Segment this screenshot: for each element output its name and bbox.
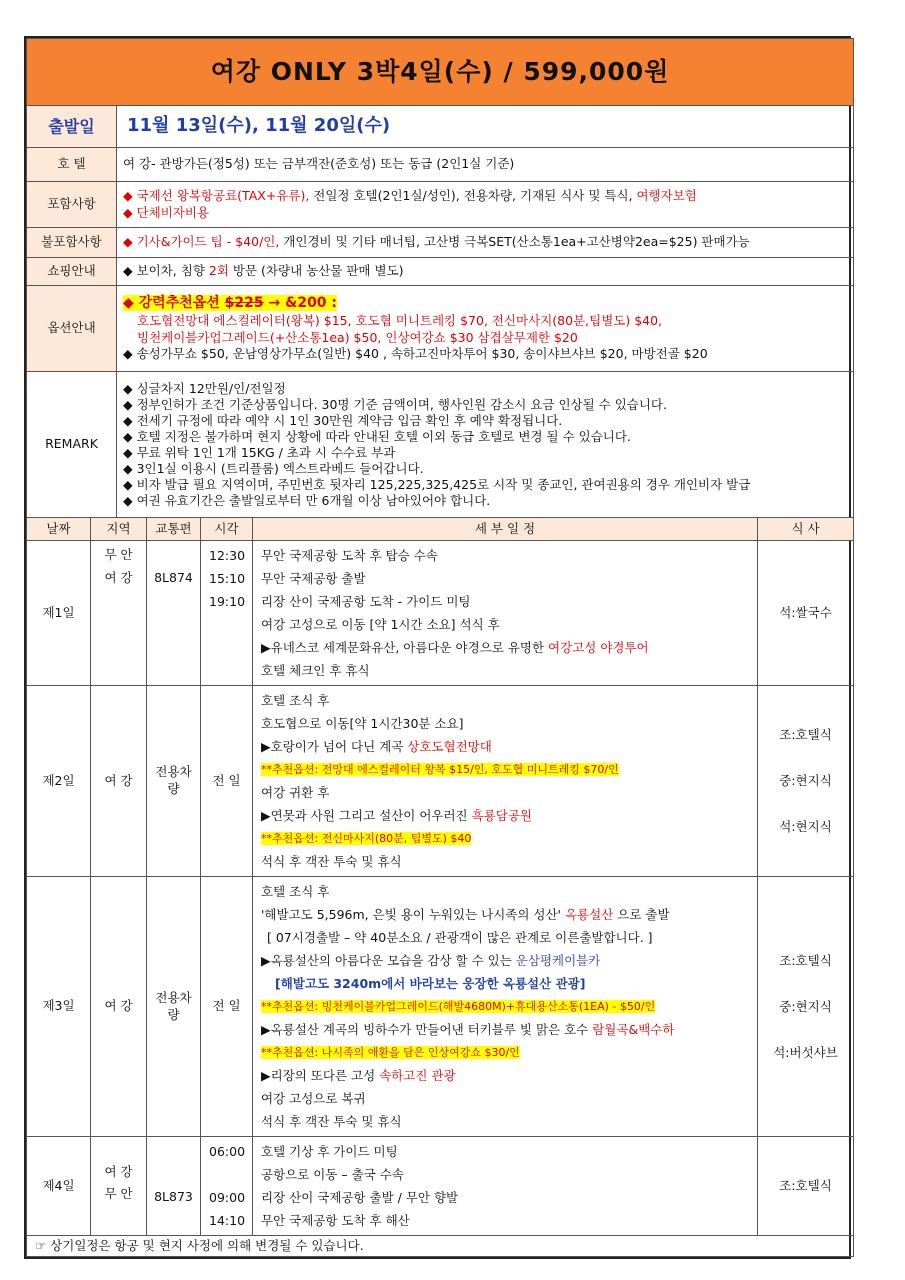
excluded-info <box>117 228 854 258</box>
footer-note: ☞ 상기일정은 항공 및 현지 사정에 의해 변경될 수 있습니다. <box>27 1236 854 1257</box>
day3-label: 제3일 <box>27 877 91 1137</box>
day2-row <box>27 686 854 877</box>
day4-flight: 8L873 <box>147 1137 201 1236</box>
day4-detail: 호텔 기상 후 가이드 미팅 공항으로 이동 – 출국 수속 리장 산이 국제공항 출발 / 무안 향발 무안 국제공항 도착 후 해산 <box>253 1137 758 1236</box>
remark-item: ◆ 비자 발급 필요 지역이며, 주민번호 뒷자리 125,225,325,425로 시작 및 종교인, 관여권용의 경우 개인비자 발급 <box>123 476 751 492</box>
departure-dates: 11월 13일(수), 11월 20일(수) <box>117 106 854 148</box>
excluded-label: 불포함사항 <box>27 228 117 258</box>
itinerary-sheet <box>24 36 851 1259</box>
day3-row <box>27 877 854 1137</box>
day3-detail: 호텔 조식 후 '해발고도 5,596m, 은빛 용이 누워있는 나시족의 성산' 옥룡설산 으로 출발 [ 07시경출발 – 약 40분소요 / 관광객이 많은 관계로 이른출발합니다. ] ▶옥룡설산의 아름다운 모습을 감상 할 수 있는 운삼평케이블카 [해발고도 3240m에서 바라보는 웅장한 옥룡설산 관광] **추천옵션: 빙천케이블카업그레이드(해발4680M)+휴대용산소통(1EA) - $50/인 ▶옥룡설산 계곡의 빙하수가 만들어낸 터키블루 빛 맑은 호수 람월곡&백수하 **추천옵션: 나시족의 애환을 담은 인상여강쇼 $30/인 ▶리장의 또다른 고성 속하고진 관광 여강 고성으로 복귀 석식 후 객잔 투숙 및 휴식 <box>253 877 758 1137</box>
day1-label: 제1일 <box>27 541 91 686</box>
day2-option-1: **추천옵션: 전망대 에스컬레이터 왕복 $15/인, 호도협 미니트레킹 $70/인 <box>261 763 619 776</box>
day3-option-1: **추천옵션: 빙천케이블카업그레이드(해발4680M)+휴대용산소통(1EA) - $50/인 <box>261 1000 656 1013</box>
day3-region: 여 강 <box>91 877 147 1137</box>
header-region: 지역 <box>91 518 147 541</box>
title-banner <box>27 39 854 106</box>
included-info <box>117 182 854 228</box>
day3-option-2: **추천옵션: 나시족의 애환을 담은 인상여강쇼 $30/인 <box>261 1046 520 1059</box>
day4-row <box>27 1137 854 1236</box>
itinerary-table <box>26 38 854 1257</box>
recommended-option-title: ◆ 강력추천옵션 $225 → &200 : <box>123 294 338 311</box>
remark-item: ◆ 여권 유효기간은 출발일로부터 만 6개월 이상 남아있어야 합니다. <box>123 492 491 508</box>
included-visa: ◆ 단체비자비용 <box>123 204 210 220</box>
day2-time: 전 일 <box>201 686 253 877</box>
day4-meal: 조:호텔식 <box>758 1137 854 1236</box>
day2-option-2: **추천옵션: 전신마사지(80분, 팁별도) $40 <box>261 832 472 845</box>
remark-label: REMARK <box>27 372 117 518</box>
day3-time: 전 일 <box>201 877 253 1137</box>
included-general: 전일정 호텔(2인1실/성인), 전용차량, 기재된 식사 및 특식, <box>313 187 633 203</box>
excluded-tip: ◆ 기사&가이드 팁 - $40/인, <box>123 234 280 250</box>
shopping-count: 2회 <box>208 263 229 279</box>
included-insurance: 여행자보험 <box>636 187 697 203</box>
day1-row <box>27 541 854 686</box>
hotel-info: 여 강- 관방가든(정5성) 또는 금부객잔(준호성) 또는 동급 (2인1실 기준) <box>117 148 854 182</box>
remark-item: ◆ 싱글차지 12만원/인/전일정 <box>123 380 286 396</box>
day4-times: 06:00 09:00 14:10 <box>201 1137 253 1236</box>
day4-label: 제4일 <box>27 1137 91 1236</box>
day1-meal: 석:쌀국수 <box>758 541 854 686</box>
day2-region: 여 강 <box>91 686 147 877</box>
day1-region: 무 안 여 강 <box>91 541 147 686</box>
header-time: 시각 <box>201 518 253 541</box>
header-detail: 세 부 일 정 <box>253 518 758 541</box>
day1-flight: 8L874 <box>147 541 201 686</box>
day1-times: 12:30 15:10 19:10 <box>201 541 253 686</box>
remark-item: ◆ 3인1실 이용시 (트리플룸) 엑스트라베드 들어갑니다. <box>123 460 424 476</box>
included-label: 포함사항 <box>27 182 117 228</box>
options-label: 옵션안내 <box>27 286 117 372</box>
schedule-header <box>27 518 854 541</box>
day3-transport: 전용차량 <box>147 877 201 1137</box>
remark-item: ◆ 호텔 지정은 불가하며 현지 상황에 따라 안내된 호텔 이외 동급 호텔로 변경 될 수 있습니다. <box>123 428 631 444</box>
new-price: → &200 : <box>268 294 338 311</box>
remark-item: ◆ 무료 위탁 1인 1개 15KG / 초과 시 수수료 부과 <box>123 444 396 460</box>
day2-transport: 전용차량 <box>147 686 201 877</box>
day3-meals: 조:호텔식 중:현지식 석:버섯샤브 <box>758 877 854 1137</box>
day1-detail: 무안 국제공항 도착 후 탑승 수속 무안 국제공항 출발 리장 산이 국제공항 도착 - 가이드 미팅 여강 고성으로 이동 [약 1시간 소요] 석식 후 ▶유네스코 세계문화유산, 아름다운 야경으로 유명한 여강고성 야경투어 호텔 체크인 후 휴식 <box>253 541 758 686</box>
remark-item: ◆ 전세기 규정에 따라 예약 시 1인 30만원 계약금 입금 확인 후 예약 확정됩니다. <box>123 412 563 428</box>
old-price: $225 <box>224 294 264 311</box>
remark-item: ◆ 정부인허가 조건 기준상품입니다. 30명 기준 금액이며, 행사인원 감소시 요금 인상될 수 있습니다. <box>123 396 667 412</box>
departure-label: 출발일 <box>27 106 117 148</box>
excluded-other: 개인경비 및 기타 매너팁, 고산병 극복SET(산소통1ea+고산병약2ea=$25) 판매가능 <box>283 234 750 250</box>
included-airfare: ◆ 국제선 왕복항공료(TAX+유류), <box>123 187 310 203</box>
header-meal: 식 사 <box>758 518 854 541</box>
recommended-options-line1: 호도협전망대 에스컬레이터(왕복) $15, 호도협 미니트레킹 $70, 전신마사지(80분,팁별도) $40, <box>137 312 663 328</box>
header-transport: 교통편 <box>147 518 201 541</box>
other-options: ◆ 송성가무쇼 $50, 운남영상가무쇼(일반) $40 , 속하고진마차투어 $30, 송이샤브샤브 $20, 마방전골 $20 <box>123 346 708 362</box>
day4-region: 여 강 무 안 <box>91 1137 147 1236</box>
remark-list <box>117 372 854 518</box>
day2-meals: 조:호텔식 중:현지식 석:현지식 <box>758 686 854 877</box>
shopping-info: ◆ 보이차, 침향 2회 방문 (차량내 농산물 판매 별도) <box>117 258 854 286</box>
day2-detail: 호텔 조식 후 호도협으로 이동[약 1시간30분 소요] ▶호랑이가 넘어 다닌 계곡 상호도협전망대 **추천옵션: 전망대 에스컬레이터 왕복 $15/인, 호도협 미니트레킹 $70/인 여강 귀환 후 ▶연못과 사원 그리고 설산이 어우러진 흑룡담공원 **추천옵션: 전신마사지(80분, 팁별도) $40 석식 후 객잔 투숙 및 휴식 <box>253 686 758 877</box>
recommended-options-line2: 빙천케이블카업그레이드(+산소통1ea) $50, 인상여강쇼 $30 삼겹살무제한 $20 <box>137 329 578 345</box>
hotel-label: 호 텔 <box>27 148 117 182</box>
day2-label: 제2일 <box>27 686 91 877</box>
page-title: 여강 ONLY 3박4일(수) / 599,000원 <box>210 57 670 87</box>
header-day: 날짜 <box>27 518 91 541</box>
shopping-label: 쇼핑안내 <box>27 258 117 286</box>
options-info <box>117 286 854 372</box>
